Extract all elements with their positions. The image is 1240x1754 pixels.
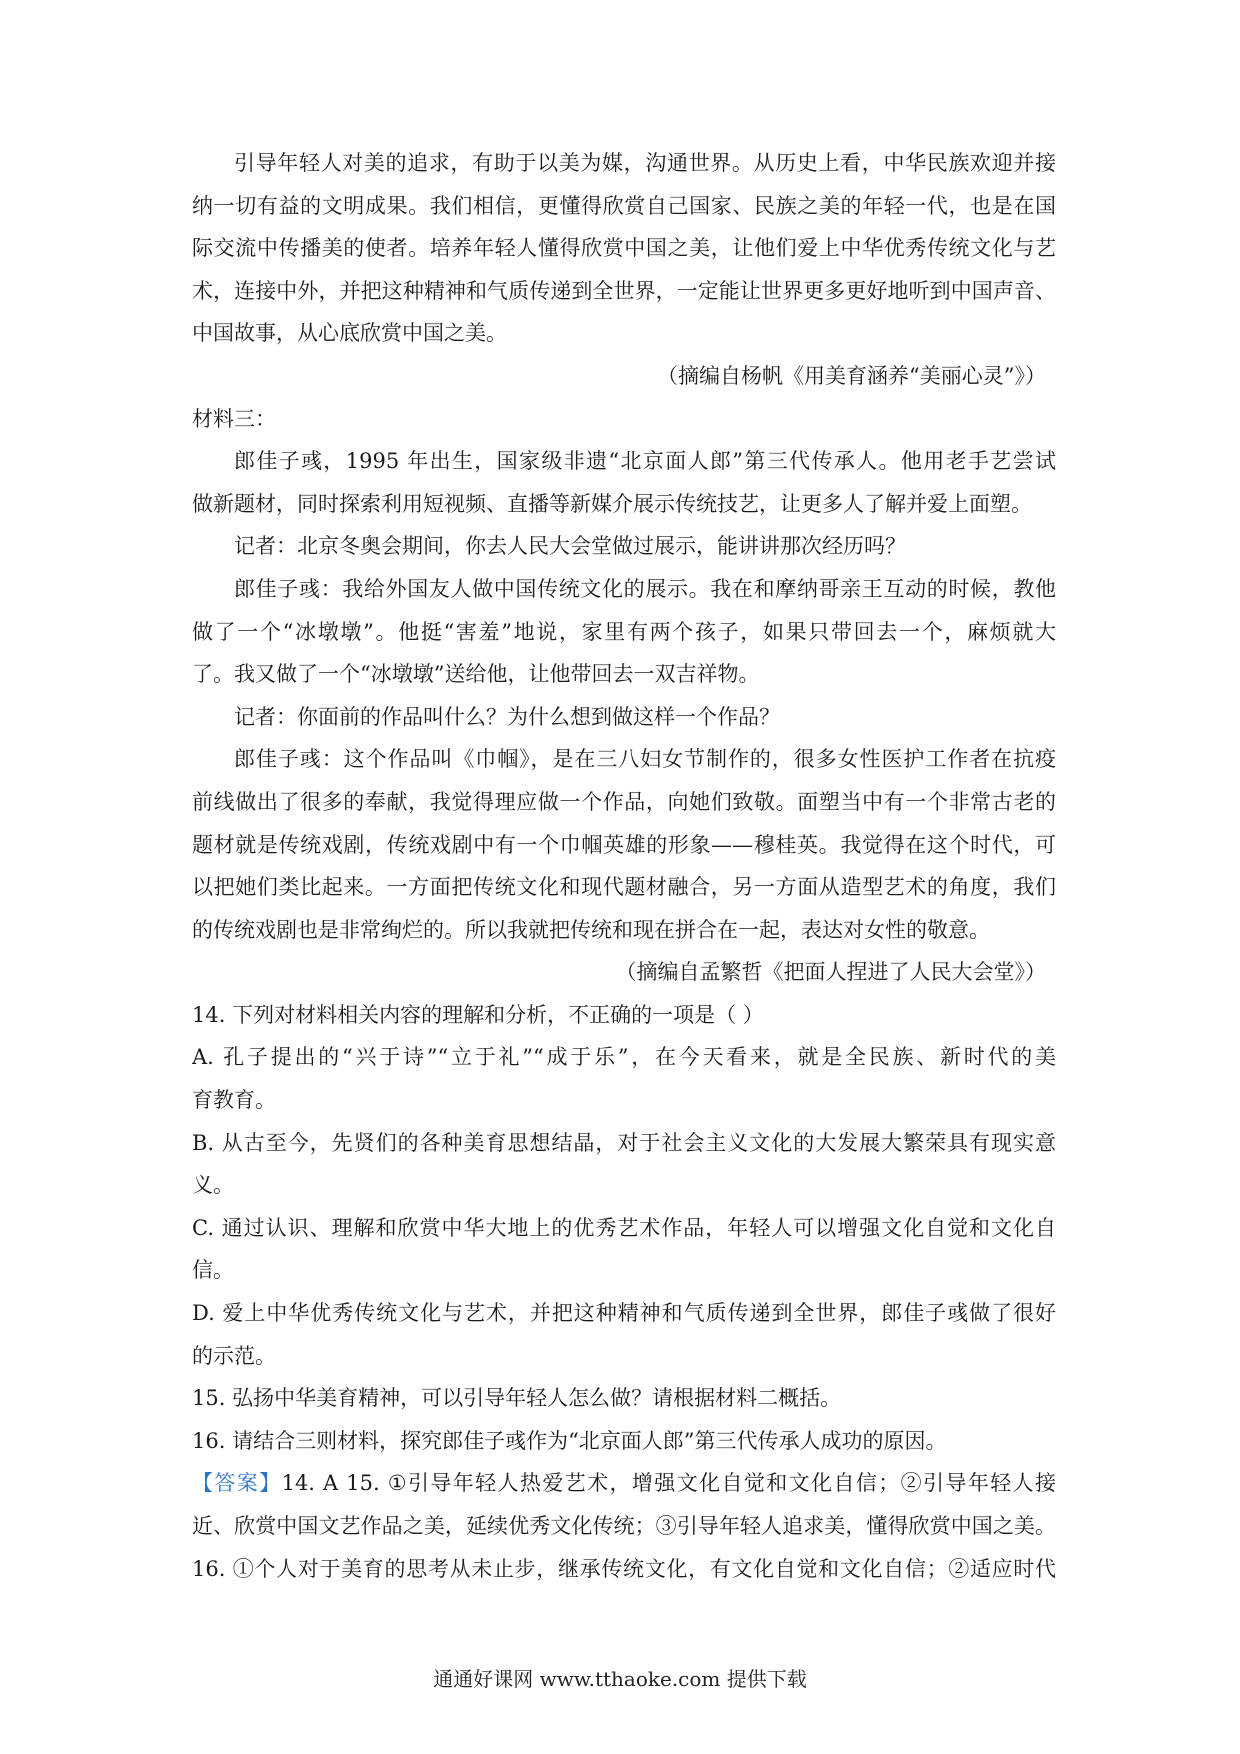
text-line: A. 孔子提出的“兴于诗”“立于礼”“成于乐”，在今天看来，就是全民族、新时代的美	[192, 1045, 1056, 1070]
passage-paragraph	[192, 142, 1056, 355]
text-line: 的示范。	[192, 1343, 276, 1368]
option-b	[192, 1122, 1056, 1207]
text-line: 纳一切有益的文明成果。我们相信，更懂得欣赏自己国家、民族之美的年轻一代，也是在国	[192, 193, 1056, 218]
answer-line: 16. ①个人对于美育的思考从未止步，继承传统文化，有文化自觉和文化自信；②适应时代	[192, 1556, 1056, 1581]
answer-block	[192, 1462, 1056, 1590]
text-line: 前线做出了很多的奉献，我觉得理应做一个作品，向她们致敬。面塑当中有一个非常古老的	[192, 789, 1056, 814]
interview-answer	[192, 738, 1056, 951]
text-line: 引导年轻人对美的追求，有助于以美为媒，沟通世界。从历史上看，中华民族欢迎并接	[234, 151, 1056, 175]
material-heading: 材料三：	[192, 406, 276, 431]
answer-line: 近、欣赏中国文艺作品之美，延续优秀文化传统；③引导年轻人追求美，懂得欣赏中国之美。	[192, 1514, 1056, 1538]
text-line: 郎佳子彧：这个作品叫《巾帼》，是在三八妇女节制作的，很多女性医护工作者在抗疫	[234, 747, 1056, 772]
question-14: 14. 下列对材料相关内容的理解和分析，不正确的一项是（ ）	[192, 1002, 764, 1027]
text-line: 题材就是传统戏剧，传统戏剧中有一个巾帼英雄的形象——穆桂英。我觉得在这个时代，可	[192, 832, 1056, 857]
page-footer: 通通好课网 www.tthaoke.com 提供下载	[433, 1667, 807, 1691]
option-d	[192, 1292, 1056, 1377]
interview-question: 记者：北京冬奥会期间，你去人民大会堂做过展示，能讲讲那次经历吗？	[234, 534, 906, 559]
text-line: 育教育。	[192, 1088, 276, 1113]
text-line: 郎佳子彧，1995 年出生，国家级非遗“北京面人郎”第三代传承人。他用老手艺尝试	[234, 449, 1056, 474]
text-line: 际交流中传播美的使者。培养年轻人懂得欣赏中国之美，让他们爱上中华优秀传统文化与艺	[192, 236, 1056, 261]
answer-line	[192, 1462, 1056, 1505]
page-content	[192, 142, 1056, 1590]
text-line: 信。	[192, 1258, 234, 1283]
question-16: 16. 请结合三则材料，探究郎佳子彧作为“北京面人郎”第三代传承人成功的原因。	[192, 1428, 947, 1453]
text-line: 义。	[192, 1173, 234, 1198]
text-line: 做了一个“冰墩墩”。他挺“害羞”地说，家里有两个孩子，如果只带回去一个，麻烦就大	[192, 619, 1056, 644]
text-line: 以把她们类比起来。一方面把传统文化和现代题材融合，另一方面从造型艺术的角度，我们	[192, 875, 1056, 900]
intro-paragraph	[192, 440, 1056, 525]
interview-question: 记者：你面前的作品叫什么？为什么想到做这样一个作品？	[234, 704, 780, 729]
text-line: C. 通过认识、理解和欣赏中华大地上的优秀艺术作品，年轻人可以增强文化自觉和文化自	[192, 1215, 1056, 1240]
source-citation: （摘编自杨帆《用美育涵养“美丽心灵”》）	[657, 363, 1046, 388]
text-line: B. 从古至今，先贤们的各种美育思想结晶，对于社会主义文化的大发展大繁荣具有现实意	[192, 1130, 1056, 1155]
interview-answer	[192, 568, 1056, 696]
source-citation: （摘编自孟繁哲《把面人捏进了人民大会堂》）	[615, 960, 1046, 985]
text-line: D. 爱上中华优秀传统文化与艺术，并把这种精神和气质传递到全世界，郎佳子彧做了很好	[192, 1301, 1056, 1326]
text-line: 了。我又做了一个“冰墩墩”送给他，让他带回去一双吉祥物。	[192, 662, 760, 687]
text-line: 术，连接中外，并把这种精神和气质传递到全世界，一定能让世界更多更好地听到中国声音、	[192, 278, 1056, 303]
question-15: 15. 弘扬中华美育精神，可以引导年轻人怎么做？请根据材料二概括。	[192, 1386, 842, 1411]
text-line: 做新题材，同时探索利用短视频、直播等新媒介展示传统技艺，让更多人了解并爱上面塑。	[192, 491, 1032, 516]
option-a	[192, 1036, 1056, 1121]
text-line: 的传统戏剧也是非常绚烂的。所以我就把传统和现在拼合在一起，表达对女性的敬意。	[192, 917, 990, 942]
text-line: 中国故事，从心底欣赏中国之美。	[192, 321, 507, 346]
answer-text: 14. A 15. ①引导年轻人热爱艺术，增强文化自觉和文化自信；②引导年轻人接	[281, 1471, 1056, 1496]
text-line: 郎佳子彧：我给外国友人做中国传统文化的展示。我在和摩纳哥亲王互动的时候，教他	[234, 576, 1056, 601]
option-c	[192, 1207, 1056, 1292]
answer-tag: 【答案】	[192, 1471, 282, 1496]
